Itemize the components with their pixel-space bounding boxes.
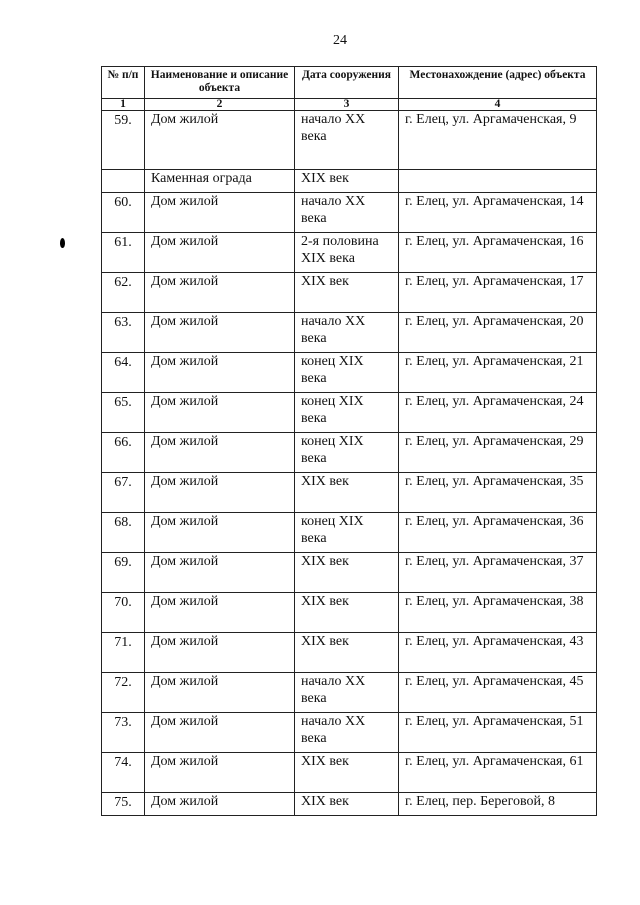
construction-date: конец XIX века bbox=[295, 433, 399, 473]
construction-date: начало XX века bbox=[295, 673, 399, 713]
object-address: г. Елец, ул. Аргамаченская, 16 bbox=[399, 233, 597, 273]
object-address: г. Елец, ул. Аргамаченская, 20 bbox=[399, 313, 597, 353]
table-row bbox=[102, 553, 597, 593]
table-row bbox=[102, 713, 597, 753]
construction-date: XIX век bbox=[295, 753, 399, 793]
construction-date: конец XIX века bbox=[295, 353, 399, 393]
object-name: Дом жилой bbox=[145, 193, 295, 233]
column-number: 1 bbox=[102, 99, 145, 111]
construction-date: XIX век bbox=[295, 793, 399, 816]
row-number: 75. bbox=[102, 793, 145, 816]
row-number bbox=[102, 170, 145, 193]
header-location: Местонахождение (адрес) объекта bbox=[399, 67, 597, 99]
object-name: Дом жилой bbox=[145, 713, 295, 753]
object-name: Дом жилой bbox=[145, 753, 295, 793]
table-row bbox=[102, 233, 597, 273]
object-name: Дом жилой bbox=[145, 553, 295, 593]
object-name: Дом жилой bbox=[145, 353, 295, 393]
table-row bbox=[102, 673, 597, 713]
row-number: 66. bbox=[102, 433, 145, 473]
table-row bbox=[102, 393, 597, 433]
construction-date: XIX век bbox=[295, 473, 399, 513]
object-name: Дом жилой bbox=[145, 393, 295, 433]
object-address: г. Елец, ул. Аргамаченская, 36 bbox=[399, 513, 597, 553]
construction-date: начало XX века bbox=[295, 111, 399, 170]
object-name: Дом жилой bbox=[145, 273, 295, 313]
table-row bbox=[102, 170, 597, 193]
object-address: г. Елец, ул. Аргамаченская, 45 bbox=[399, 673, 597, 713]
construction-date: начало XX века bbox=[295, 313, 399, 353]
construction-date: XIX век bbox=[295, 553, 399, 593]
table-row bbox=[102, 793, 597, 816]
object-address bbox=[399, 170, 597, 193]
object-name: Дом жилой bbox=[145, 473, 295, 513]
object-name: Дом жилой bbox=[145, 313, 295, 353]
table-row bbox=[102, 313, 597, 353]
construction-date: 2-я половина XIX века bbox=[295, 233, 399, 273]
object-name: Дом жилой bbox=[145, 433, 295, 473]
object-name: Дом жилой bbox=[145, 673, 295, 713]
object-address: г. Елец, ул. Аргамаченская, 38 bbox=[399, 593, 597, 633]
table-row bbox=[102, 193, 597, 233]
construction-date: XIX век bbox=[295, 273, 399, 313]
row-number: 69. bbox=[102, 553, 145, 593]
construction-date: XIX век bbox=[295, 170, 399, 193]
table-row bbox=[102, 633, 597, 673]
object-name: Дом жилой bbox=[145, 513, 295, 553]
object-address: г. Елец, ул. Аргамаченская, 61 bbox=[399, 753, 597, 793]
row-number: 74. bbox=[102, 753, 145, 793]
table-row bbox=[102, 433, 597, 473]
object-address: г. Елец, ул. Аргамаченская, 21 bbox=[399, 353, 597, 393]
table-header-row bbox=[102, 67, 597, 99]
object-address: г. Елец, ул. Аргамаченская, 24 bbox=[399, 393, 597, 433]
object-address: г. Елец, ул. Аргамаченская, 14 bbox=[399, 193, 597, 233]
row-number: 68. bbox=[102, 513, 145, 553]
object-address: г. Елец, ул. Аргамаченская, 17 bbox=[399, 273, 597, 313]
construction-date: XIX век bbox=[295, 593, 399, 633]
row-number: 64. bbox=[102, 353, 145, 393]
table-row bbox=[102, 273, 597, 313]
row-number: 62. bbox=[102, 273, 145, 313]
construction-date: конец XIX века bbox=[295, 393, 399, 433]
row-number: 60. bbox=[102, 193, 145, 233]
page-number: 24 bbox=[333, 33, 347, 48]
object-address: г. Елец, ул. Аргамаченская, 51 bbox=[399, 713, 597, 753]
object-name: Дом жилой bbox=[145, 593, 295, 633]
object-address: г. Елец, ул. Аргамаченская, 43 bbox=[399, 633, 597, 673]
table-row bbox=[102, 111, 597, 170]
object-address: г. Елец, ул. Аргамаченская, 35 bbox=[399, 473, 597, 513]
row-number: 63. bbox=[102, 313, 145, 353]
construction-date: конец XIX века bbox=[295, 513, 399, 553]
heritage-objects-table bbox=[101, 66, 597, 816]
header-number: № п/п bbox=[102, 67, 145, 99]
scan-mark bbox=[60, 238, 65, 248]
table-row bbox=[102, 513, 597, 553]
table-row bbox=[102, 473, 597, 513]
row-number: 65. bbox=[102, 393, 145, 433]
header-name: Наименование и описание объекта bbox=[145, 67, 295, 99]
object-address: г. Елец, ул. Аргамаченская, 9 bbox=[399, 111, 597, 170]
row-number: 72. bbox=[102, 673, 145, 713]
object-address: г. Елец, ул. Аргамаченская, 37 bbox=[399, 553, 597, 593]
row-number: 71. bbox=[102, 633, 145, 673]
object-name: Дом жилой bbox=[145, 793, 295, 816]
construction-date: XIX век bbox=[295, 633, 399, 673]
column-number: 4 bbox=[399, 99, 597, 111]
object-name: Дом жилой bbox=[145, 633, 295, 673]
construction-date: начало XX века bbox=[295, 193, 399, 233]
header-date: Дата сооружения bbox=[295, 67, 399, 99]
row-number: 67. bbox=[102, 473, 145, 513]
object-name: Дом жилой bbox=[145, 111, 295, 170]
table-row bbox=[102, 353, 597, 393]
column-number: 2 bbox=[145, 99, 295, 111]
object-address: г. Елец, пер. Береговой, 8 bbox=[399, 793, 597, 816]
column-number: 3 bbox=[295, 99, 399, 111]
table-row bbox=[102, 593, 597, 633]
table-row bbox=[102, 753, 597, 793]
row-number: 61. bbox=[102, 233, 145, 273]
construction-date: начало XX века bbox=[295, 713, 399, 753]
row-number: 73. bbox=[102, 713, 145, 753]
row-number: 59. bbox=[102, 111, 145, 170]
object-name: Дом жилой bbox=[145, 233, 295, 273]
column-numbers-row bbox=[102, 99, 597, 111]
object-name: Каменная ограда bbox=[145, 170, 295, 193]
object-address: г. Елец, ул. Аргамаченская, 29 bbox=[399, 433, 597, 473]
row-number: 70. bbox=[102, 593, 145, 633]
